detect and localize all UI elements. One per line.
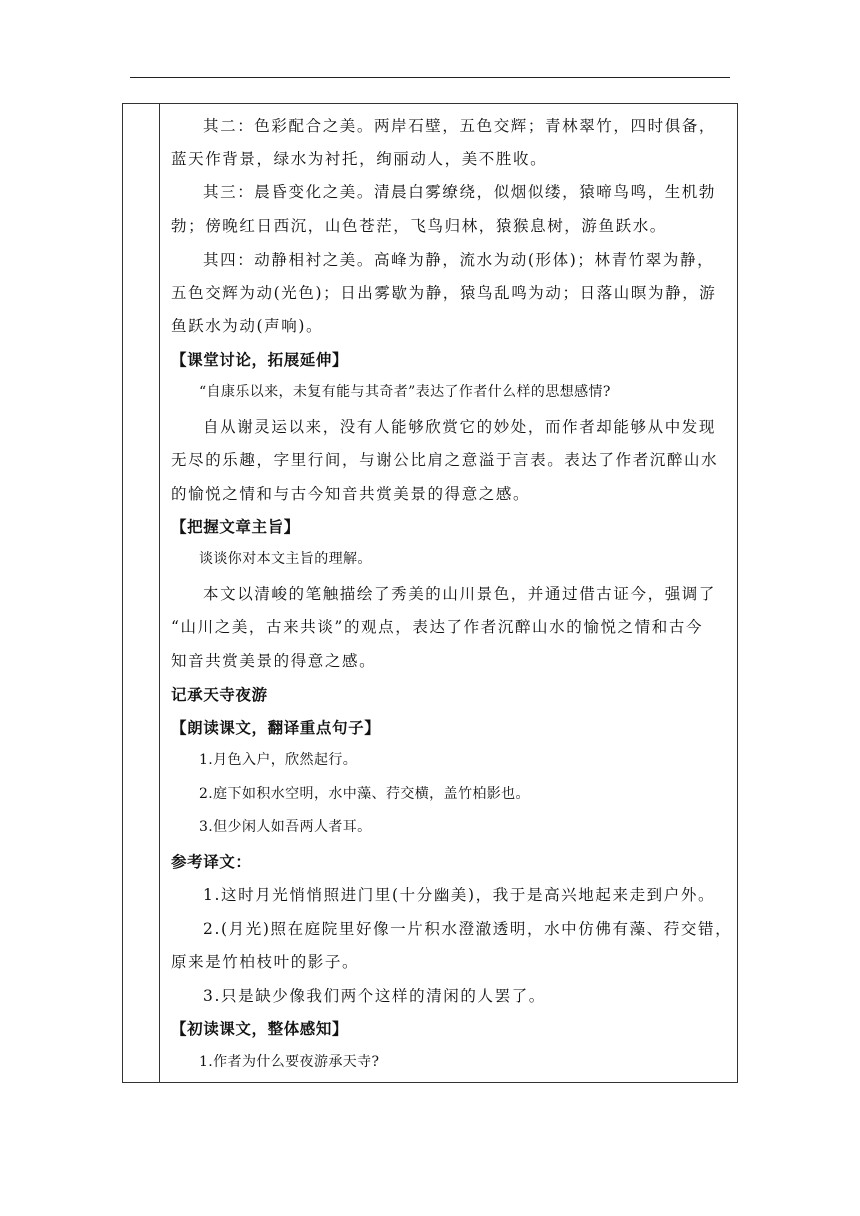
table-column-divider: [159, 104, 160, 1082]
text-line: 无尽的乐趣，字里行间，与谢公比肩之意溢于言表。表达了作者沉醉山水: [171, 451, 719, 469]
text-line: 其二：色彩配合之美。两岸石壁，五色交辉；青林翠竹，四时俱备，: [203, 117, 717, 135]
section-heading: 【课堂讨论，拓展延伸】: [171, 351, 349, 369]
question-line: “自康乐以来，未复有能与其奇者”表达了作者什么样的思想感情?: [199, 384, 611, 400]
text-line: 五色交辉为动(光色)；日出雾歇为静，猿鸟乱鸣为动；日落山暝为静，游: [171, 284, 717, 302]
page-header-rule: [130, 77, 730, 78]
sentence-item: 2.庭下如积水空明，水中藻、荇交横，盖竹柏影也。: [199, 786, 530, 802]
question-line: 1.作者为什么要夜游承天寺?: [199, 1054, 380, 1070]
text-line: 其四：动静相衬之美。高峰为静，流水为动(形体)；林青竹翠为静，: [203, 251, 715, 269]
translation-line: 1.这时月光悄悄照进门里(十分幽美)，我于是高兴地起来走到户外。: [203, 886, 716, 904]
translation-line: 3.只是缺少像我们两个这样的清闲的人罢了。: [203, 987, 546, 1005]
text-line: 勃；傍晚红日西沉，山色苍茫，飞鸟归林，猿猴息树，游鱼跃水。: [171, 217, 667, 235]
translation-line: 2.(月光)照在庭院里好像一片积水澄澈透明，水中仿佛有藻、荇交错，: [203, 920, 733, 938]
section-heading: 【初读课文，整体感知】: [171, 1020, 349, 1038]
section-heading: 【把握文章主旨】: [171, 518, 300, 536]
text-line: 自从谢灵运以来，没有人能够欣赏它的妙处，而作者却能够从中发现: [203, 418, 717, 436]
question-line: 谈谈你对本文主旨的理解。: [199, 551, 372, 567]
sentence-item: 3.但少闲人如吾两人者耳。: [199, 819, 372, 835]
lesson-table: [122, 103, 738, 1083]
sentence-item: 1.月色入户，欣然起行。: [199, 752, 358, 768]
translation-line: 原来是竹柏枝叶的影子。: [171, 953, 360, 971]
text-line: 鱼跃水为动(声响)。: [171, 317, 324, 335]
section-heading: 参考译文：: [171, 853, 252, 871]
text-line: 本文以清峻的笔触描绘了秀美的山川景色，并通过借古证今，强调了: [203, 585, 717, 603]
text-line: “山川之美，古来共谈”的观点，表达了作者沉醉山水的愉悦之情和古今: [171, 618, 704, 636]
text-line: 知音共赏美景的得意之感。: [171, 652, 377, 670]
section-heading: 【朗读课文，翻译重点句子】: [171, 719, 381, 737]
lesson-title: 记承天寺夜游: [171, 686, 268, 704]
text-line: 的愉悦之情和与古今知音共赏美景的得意之感。: [171, 485, 531, 503]
text-line: 蓝天作背景，绿水为衬托，绚丽动人，美不胜收。: [171, 150, 548, 168]
text-line: 其三：晨昏变化之美。清晨白雾缭绕，似烟似缕，猿啼鸟鸣，生机勃: [203, 183, 717, 201]
